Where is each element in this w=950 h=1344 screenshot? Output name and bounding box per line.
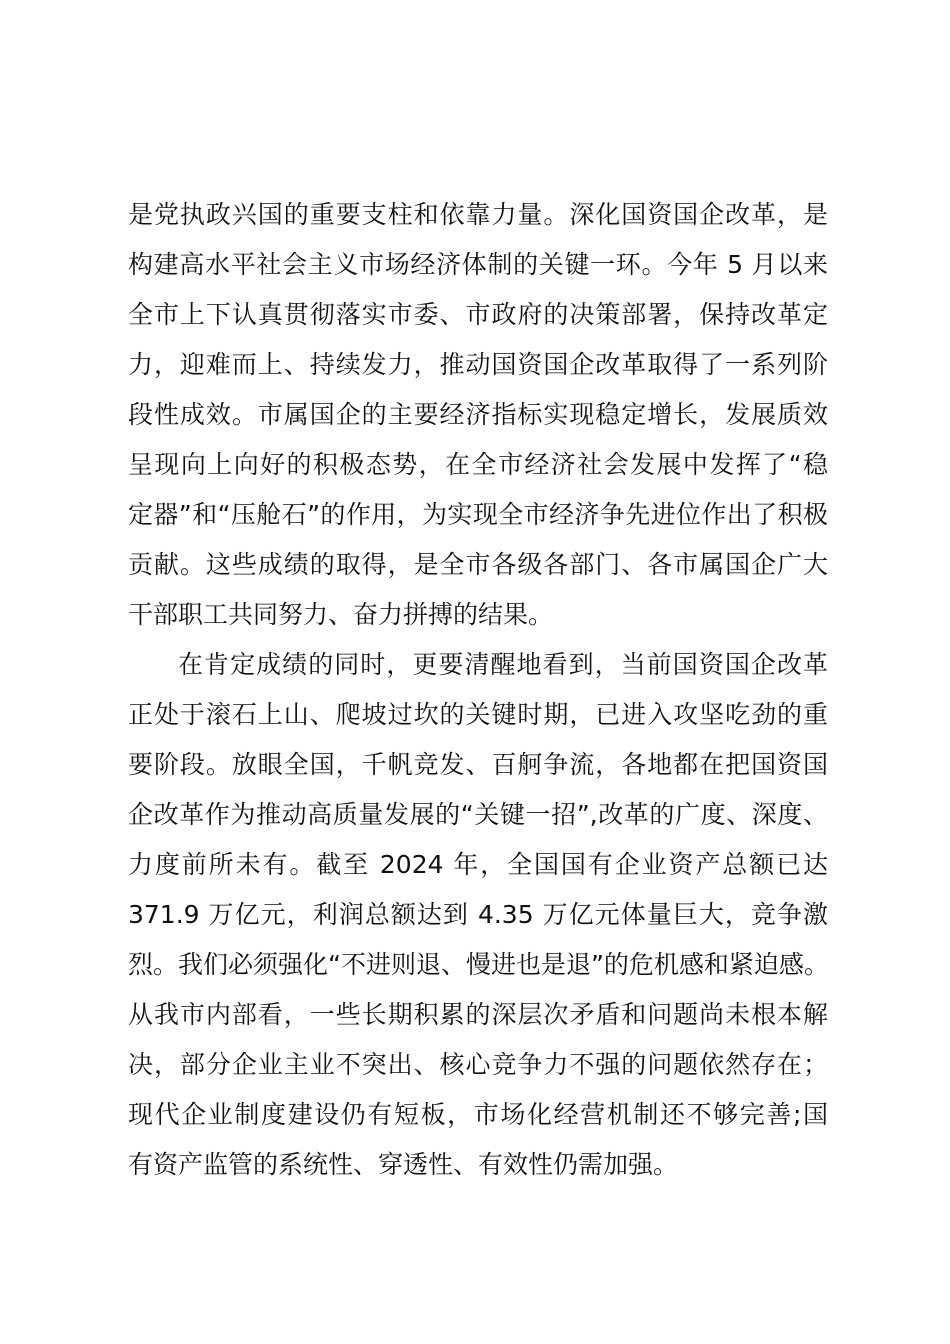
paragraph-2-line-8: 从我市内部看，一些长期积累的深层次矛盾和问题尚未根本解: [128, 1000, 828, 1029]
paragraph-2-line-7: 烈。我们必须强化“不进则退、慢进也是退”的危机感和紧迫感。: [128, 950, 829, 979]
paragraph-2-line-4: 企改革作为推动高质量发展的“关键一招”,改革的广度、深度、: [128, 800, 828, 829]
document-body: [128, 190, 828, 1190]
paragraph-2-line-3: 要阶段。放眼全国，千帆竞发、百舸争流，各地都在把国资国: [128, 750, 828, 779]
paragraph-1-line-2: 构建高水平社会主义市场经济体制的关键一环。今年 5 月以来: [128, 250, 828, 279]
paragraph-1-line-4: 力，迎难而上、持续发力，推动国资国企改革取得了一系列阶: [128, 350, 828, 379]
paragraph-2-line-2: 正处于滚石上山、爬坡过坎的关键时期，已进入攻坚吃劲的重: [128, 700, 828, 729]
paragraph-2-line-10: 现代企业制度建设仍有短板，市场化经营机制还不够完善;国: [128, 1100, 828, 1129]
paragraph-2-line-6: 371.9 万亿元，利润总额达到 4.35 万亿元体量巨大，竞争激: [128, 900, 828, 929]
paragraph-1-line-1: 是党执政兴国的重要支柱和依靠力量。深化国资国企改革，是: [128, 200, 828, 229]
paragraph-1-line-7: 定器”和“压舱石”的作用，为实现全市经济争先进位作出了积极: [128, 500, 828, 529]
paragraph-2-line-9: 决，部分企业主业不突出、核心竞争力不强的问题依然存在；: [128, 1050, 828, 1079]
paragraph-2-line-11: 有资产监管的系统性、穿透性、有效性仍需加强。: [128, 1150, 679, 1179]
paragraph-1-line-6: 呈现向上向好的积极态势，在全市经济社会发展中发挥了“稳: [128, 450, 828, 479]
paragraph-1-line-9: 干部职工共同努力、奋力拼搏的结果。: [128, 600, 554, 629]
paragraph-1-line-8: 贡献。这些成绩的取得，是全市各级各部门、各市属国企广大: [128, 550, 828, 579]
paragraph-2-line-1: 在肯定成绩的同时，更要清醒地看到，当前国资国企改革: [178, 650, 828, 679]
paragraph-2-line-5: 力度前所未有。截至 2024 年，全国国有企业资产总额已达: [128, 850, 828, 879]
paragraph-1-line-3: 全市上下认真贯彻落实市委、市政府的决策部署，保持改革定: [128, 300, 828, 329]
paragraph-1-line-5: 段性成效。市属国企的主要经济指标实现稳定增长，发展质效: [128, 400, 828, 429]
